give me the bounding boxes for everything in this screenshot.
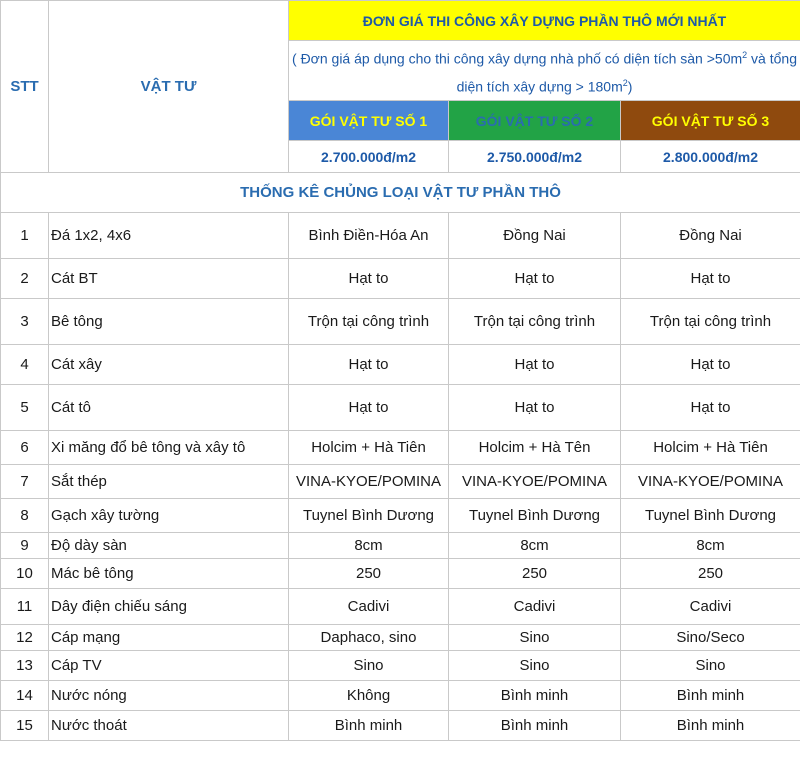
table-row	[1, 681, 800, 711]
row-package-2-value: Đồng Nai	[449, 213, 621, 259]
row-package-3-value: 250	[621, 559, 800, 589]
row-package-2-value: 8cm	[449, 533, 621, 559]
package-1-price: 2.700.000đ/m2	[289, 141, 449, 173]
row-package-2-value: Bình minh	[449, 711, 621, 741]
stt-header: STT	[1, 1, 49, 173]
table-row	[1, 499, 800, 533]
row-material-name: Nước nóng	[49, 681, 289, 711]
row-package-3-value: Hạt to	[621, 385, 800, 431]
row-package-1-value: Cadivi	[289, 589, 449, 625]
table-row	[1, 345, 800, 385]
package-1-label: GÓI VẬT TƯ SỐ 1	[289, 101, 449, 141]
row-package-1-value: VINA-KYOE/POMINA	[289, 465, 449, 499]
row-package-3-value: Hạt to	[621, 259, 800, 299]
row-material-name: Cáp mạng	[49, 625, 289, 651]
row-package-1-value: Hạt to	[289, 345, 449, 385]
row-material-name: Cát xây	[49, 345, 289, 385]
row-package-1-value: Bình Điền-Hóa An	[289, 213, 449, 259]
package-2-price: 2.750.000đ/m2	[449, 141, 621, 173]
row-package-3-value: VINA-KYOE/POMINA	[621, 465, 800, 499]
row-stt: 14	[1, 681, 49, 711]
row-package-2-value: VINA-KYOE/POMINA	[449, 465, 621, 499]
row-stt: 3	[1, 299, 49, 345]
row-material-name: Cáp TV	[49, 651, 289, 681]
row-stt: 2	[1, 259, 49, 299]
row-package-1-value: Hạt to	[289, 385, 449, 431]
row-package-1-value: Bình minh	[289, 711, 449, 741]
material-header: VẬT TƯ	[49, 1, 289, 173]
row-package-2-value: Hạt to	[449, 385, 621, 431]
row-package-3-value: Cadivi	[621, 589, 800, 625]
row-package-2-value: Sino	[449, 651, 621, 681]
row-material-name: Gạch xây tường	[49, 499, 289, 533]
table-row	[1, 651, 800, 681]
table-row	[1, 625, 800, 651]
row-stt: 1	[1, 213, 49, 259]
row-stt: 9	[1, 533, 49, 559]
table-row	[1, 589, 800, 625]
table-row	[1, 431, 800, 465]
row-stt: 13	[1, 651, 49, 681]
row-package-1-value: Trộn tại công trình	[289, 299, 449, 345]
row-package-3-value: Holcim + Hà Tiên	[621, 431, 800, 465]
row-package-1-value: Holcim + Hà Tiên	[289, 431, 449, 465]
package-3-label: GÓI VẬT TƯ SỐ 3	[621, 101, 800, 141]
table-row	[1, 711, 800, 741]
section-title: THỐNG KÊ CHỦNG LOẠI VẬT TƯ PHẦN THÔ	[1, 173, 800, 213]
package-2-label: GÓI VẬT TƯ SỐ 2	[449, 101, 621, 141]
row-stt: 10	[1, 559, 49, 589]
row-stt: 7	[1, 465, 49, 499]
row-package-2-value: Hạt to	[449, 259, 621, 299]
row-package-1-value: Không	[289, 681, 449, 711]
row-package-2-value: Cadivi	[449, 589, 621, 625]
row-package-2-value: Bình minh	[449, 681, 621, 711]
table-row	[1, 533, 800, 559]
row-package-3-value: Bình minh	[621, 711, 800, 741]
row-package-3-value: Bình minh	[621, 681, 800, 711]
row-material-name: Bê tông	[49, 299, 289, 345]
row-package-3-value: Đồng Nai	[621, 213, 800, 259]
row-package-3-value: Hạt to	[621, 345, 800, 385]
price-title: ĐƠN GIÁ THI CÔNG XÂY DỰNG PHẦN THÔ MỚI NHẤT	[289, 1, 800, 41]
row-material-name: Dây điện chiếu sáng	[49, 589, 289, 625]
row-package-2-value: Holcim + Hà Tên	[449, 431, 621, 465]
row-package-1-value: Daphaco, sino	[289, 625, 449, 651]
row-material-name: Độ dày sàn	[49, 533, 289, 559]
row-package-1-value: 8cm	[289, 533, 449, 559]
row-material-name: Cát tô	[49, 385, 289, 431]
table-row	[1, 259, 800, 299]
row-material-name: Xi măng đổ bê tông và xây tô	[49, 431, 289, 465]
row-package-2-value: Trộn tại công trình	[449, 299, 621, 345]
row-stt: 6	[1, 431, 49, 465]
row-stt: 8	[1, 499, 49, 533]
row-material-name: Đá 1x2, 4x6	[49, 213, 289, 259]
row-material-name: Cát BT	[49, 259, 289, 299]
row-stt: 12	[1, 625, 49, 651]
row-material-name: Sắt thép	[49, 465, 289, 499]
table-row	[1, 299, 800, 345]
table-row	[1, 213, 800, 259]
table-row	[1, 465, 800, 499]
row-package-3-value: 8cm	[621, 533, 800, 559]
row-material-name: Nước thoát	[49, 711, 289, 741]
row-package-2-value: 250	[449, 559, 621, 589]
price-subtitle: ( Đơn giá áp dụng cho thi công xây dựng nhà phố có diện tích sàn $>50m^2$ và tổng diện tích xây dựng > $180m^2$)	[289, 41, 800, 101]
table-row	[1, 559, 800, 589]
row-package-1-value: Tuynel Bình Dương	[289, 499, 449, 533]
row-package-3-value: Tuynel Bình Dương	[621, 499, 800, 533]
row-package-2-value: Hạt to	[449, 345, 621, 385]
package-3-price: 2.800.000đ/m2	[621, 141, 800, 173]
table-row	[1, 385, 800, 431]
row-package-2-value: Sino	[449, 625, 621, 651]
row-package-3-value: Sino/Seco	[621, 625, 800, 651]
row-stt: 4	[1, 345, 49, 385]
row-stt: 5	[1, 385, 49, 431]
row-stt: 15	[1, 711, 49, 741]
row-package-1-value: Hạt to	[289, 259, 449, 299]
row-package-1-value: Sino	[289, 651, 449, 681]
row-package-2-value: Tuynel Bình Dương	[449, 499, 621, 533]
row-material-name: Mác bê tông	[49, 559, 289, 589]
row-package-3-value: Sino	[621, 651, 800, 681]
row-package-3-value: Trộn tại công trình	[621, 299, 800, 345]
row-package-1-value: 250	[289, 559, 449, 589]
row-stt: 11	[1, 589, 49, 625]
